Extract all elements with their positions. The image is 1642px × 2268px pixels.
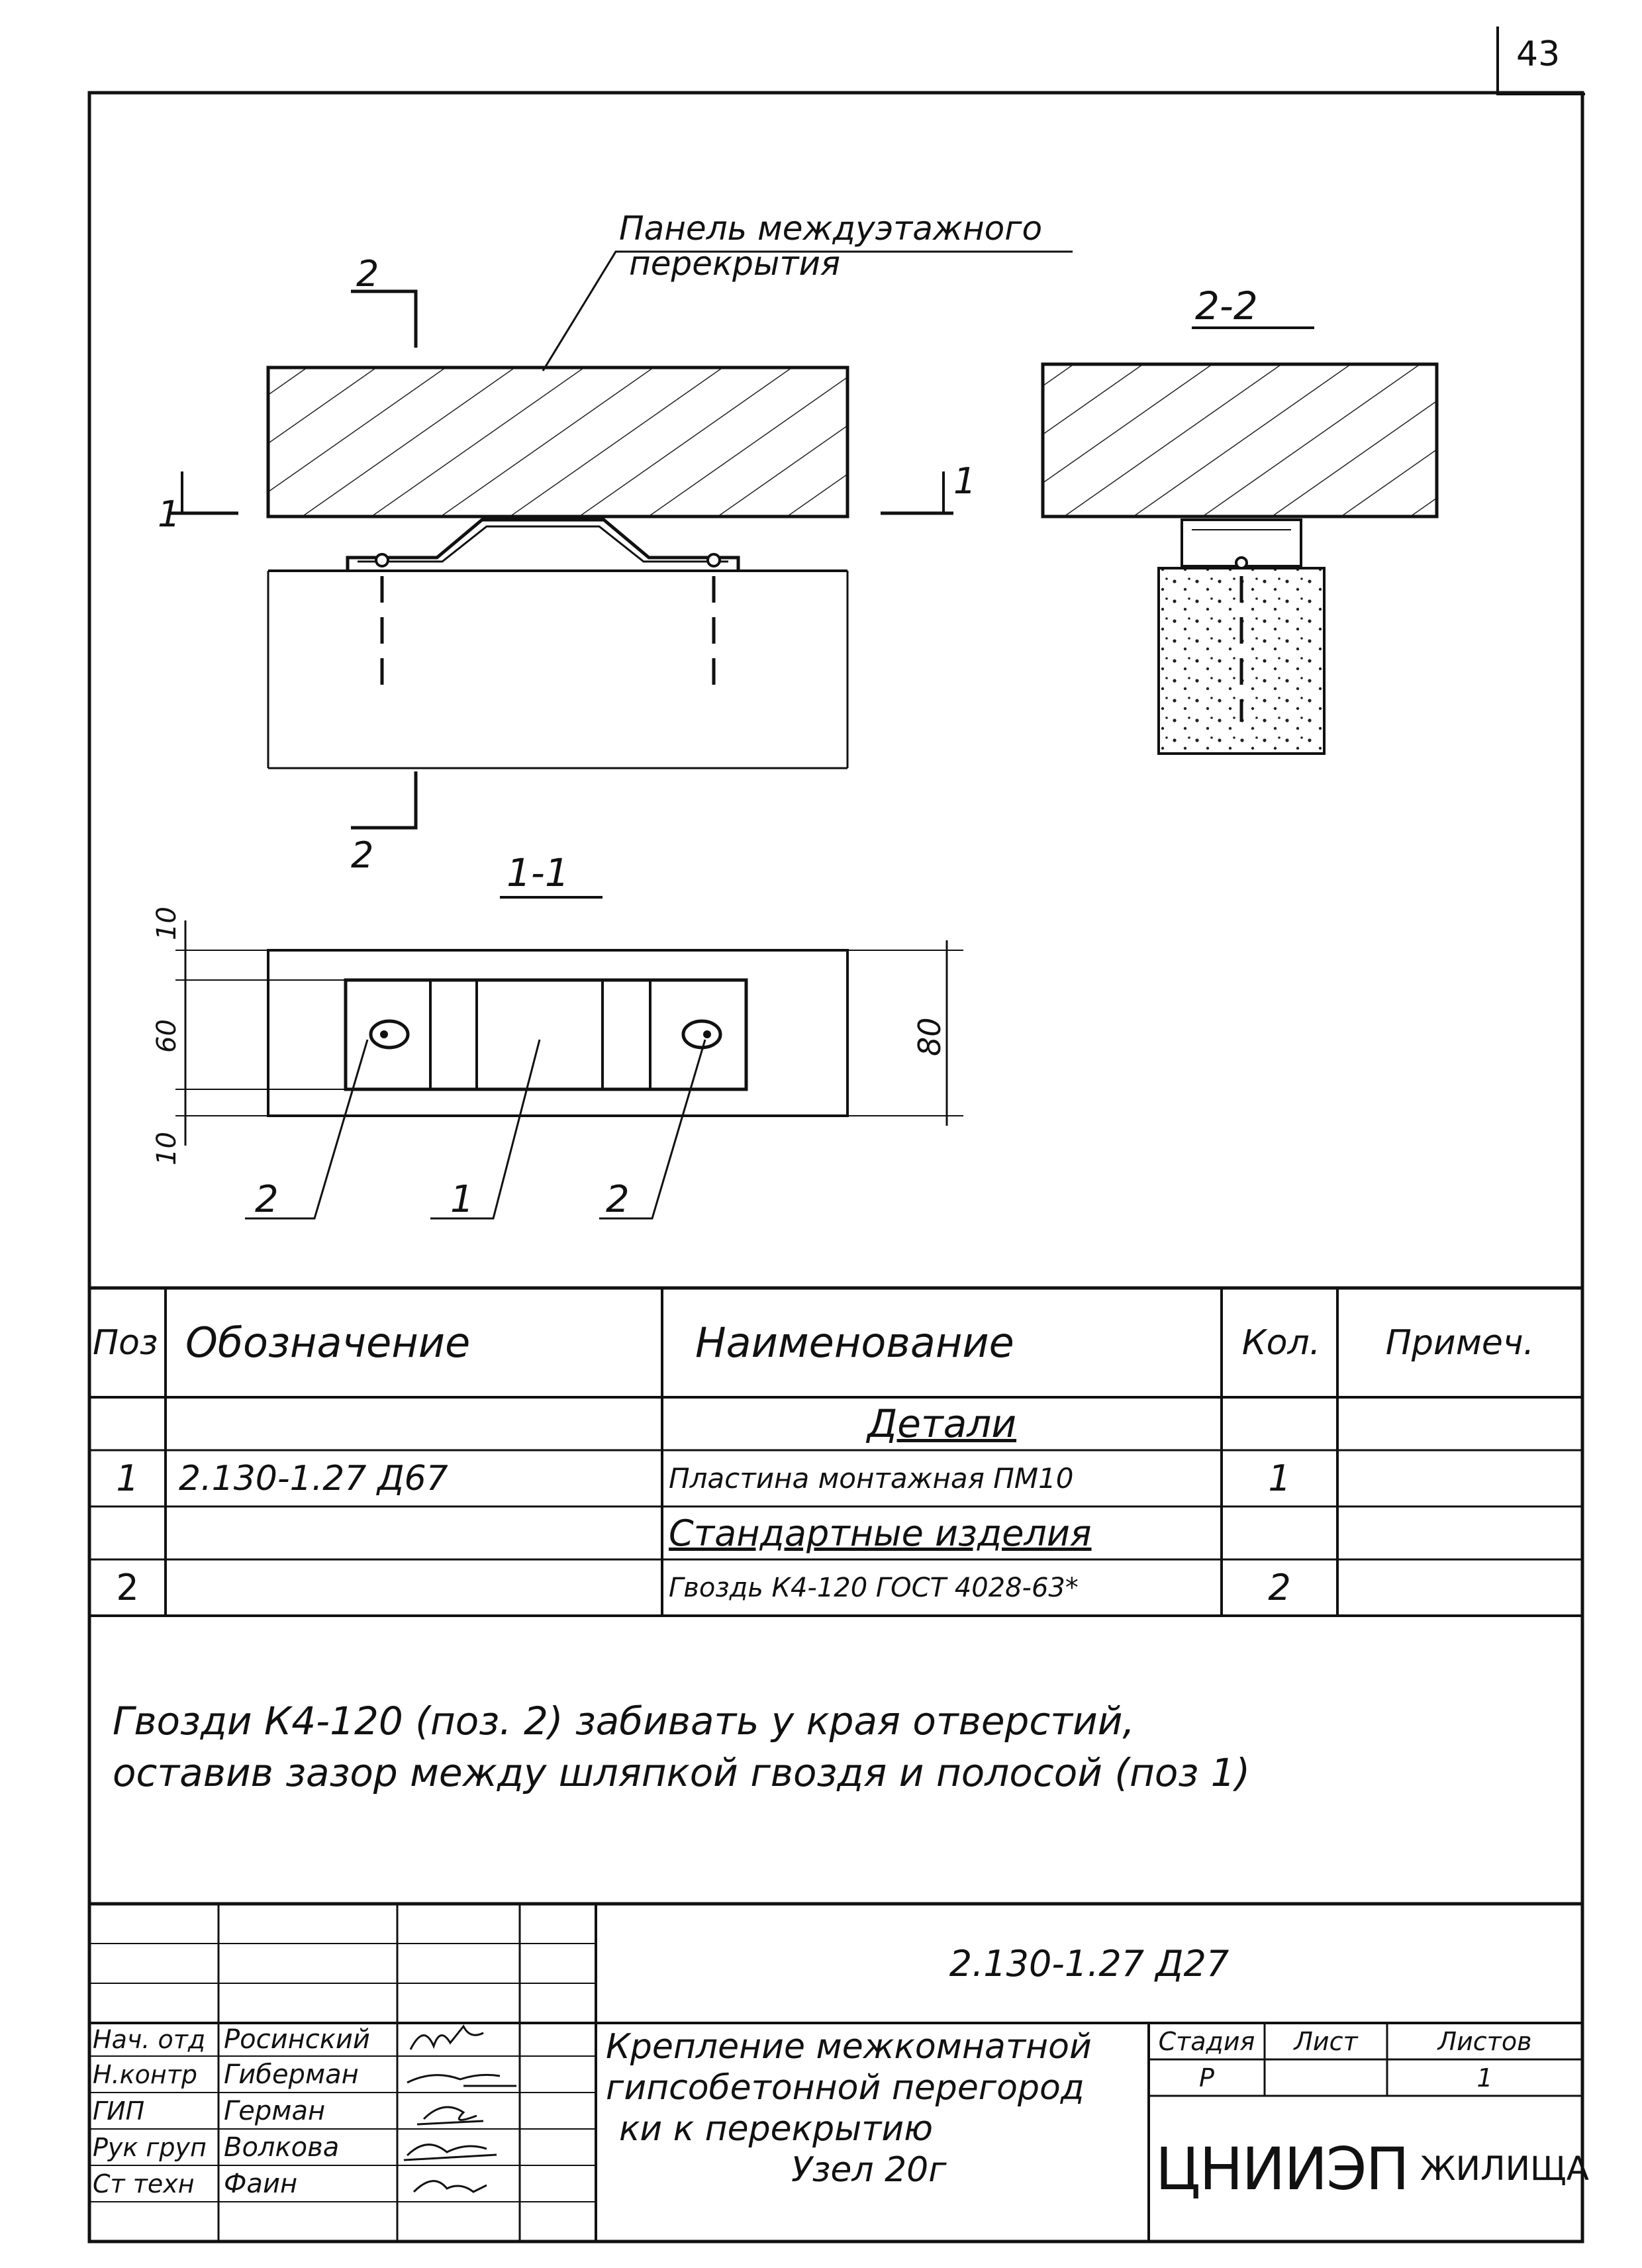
spec-row-2-name: Гвоздь К4-120 ГОСТ 4028-63* [669,1572,1079,1603]
sheets-value: 1 [1476,2063,1493,2093]
nail-head-left [376,554,388,566]
spec-header-name: Наименование [695,1318,1014,1367]
spec-header-qty: Кол. [1241,1322,1321,1363]
person-name-5: Фаин [224,2168,298,2199]
sign-5 [414,2181,487,2192]
spec-header-designation: Обозначение [185,1318,471,1367]
person-name-1: Росинский [224,2024,370,2055]
sign-4 [404,2145,497,2160]
slab-section [1043,364,1437,517]
org-suffix: ЖИЛИЩА [1420,2149,1589,2188]
elevation-view [169,252,1073,828]
plate-hole-left [371,1021,408,1048]
title-line-3: ки к перекрытию [619,2109,933,2149]
dim-bottom-10: 10 [152,1132,182,1165]
section-2-2-view [1043,328,1437,754]
spec-row-1-pos: 1 [116,1457,139,1499]
callout-2-left: 2 [255,1178,279,1221]
plate-hole-right [683,1021,720,1048]
dim-80: 80 [912,1017,947,1056]
sign-2 [407,2075,516,2086]
organization [1155,2099,1589,2238]
spec-row-2-pos: 2 [116,1567,139,1608]
stage-label: Стадия [1158,2027,1255,2056]
person-name-3: Герман [224,2095,326,2126]
signatures [404,2026,516,2192]
cut-label-1-right: 1 [953,460,977,502]
spec-header-note: Примеч. [1385,1322,1535,1363]
cut-label-2-top: 2 [356,253,379,295]
title-line-2: гипсобетонной перегород [606,2068,1085,2108]
spec-row-1-name: Пластина монтажная ПМ10 [669,1462,1074,1495]
note-line-1: Гвозди К4-120 (поз. 2) забивать у края отверстий, [113,1699,1135,1744]
spec-row-2-qty: 2 [1268,1567,1291,1608]
page-number: 43 [1516,34,1561,74]
person-name-2: Гиберман [224,2059,359,2090]
person-role-5: Ст техн [93,2169,195,2198]
title-line-1: Крепление межкомнатной [606,2027,1092,2067]
spec-row-1-designation: 2.130-1.27 Д67 [179,1458,448,1499]
title-line-4: Узел 20г [791,2150,947,2190]
cut-label-1-left: 1 [158,493,181,535]
floor-slab [268,368,847,517]
stage-value: Р [1199,2063,1214,2093]
spec-row-heading-standard: Стандартные изделия [669,1512,1092,1554]
callout-1: 1 [450,1178,474,1221]
sign-3 [417,2107,483,2124]
doc-code: 2.130-1.27 Д27 [949,1942,1230,1985]
person-role-1: Нач. отд [93,2025,206,2054]
person-name-4: Волкова [224,2132,340,2163]
spec-row-heading-details: Детали [867,1401,1017,1446]
dim-60: 60 [152,1019,182,1053]
panel-label-line1: Панель междуэтажного [619,209,1043,248]
callout-2-right: 2 [606,1178,630,1221]
sheets-label: Листов [1437,2027,1532,2056]
cut-label-2-bottom: 2 [351,834,374,876]
person-role-3: ГИП [93,2096,145,2126]
spec-row-1-qty: 1 [1268,1457,1291,1499]
nail-head-right [708,554,720,566]
drawing-title [606,2026,1145,2191]
org-name: ЦНИИЭП [1155,2134,1408,2203]
section-2-2-title: 2-2 [1195,283,1258,328]
section-1-1-title: 1-1 [507,850,569,895]
installation-note [113,1695,1250,1799]
note-line-2: оставив зазор между шляпкой гвоздя и полосой (поз 1) [113,1750,1251,1795]
dim-top-10: 10 [152,907,182,940]
person-role-2: Н.контр [93,2059,197,2089]
person-role-4: Рук груп [93,2132,207,2162]
section-1-1-view [175,897,963,1218]
panel-label-line2: перекрытия [629,244,841,283]
sign-1 [410,2026,483,2049]
sheet-label: Лист [1294,2027,1358,2056]
spec-header-pos: Поз [93,1322,158,1363]
